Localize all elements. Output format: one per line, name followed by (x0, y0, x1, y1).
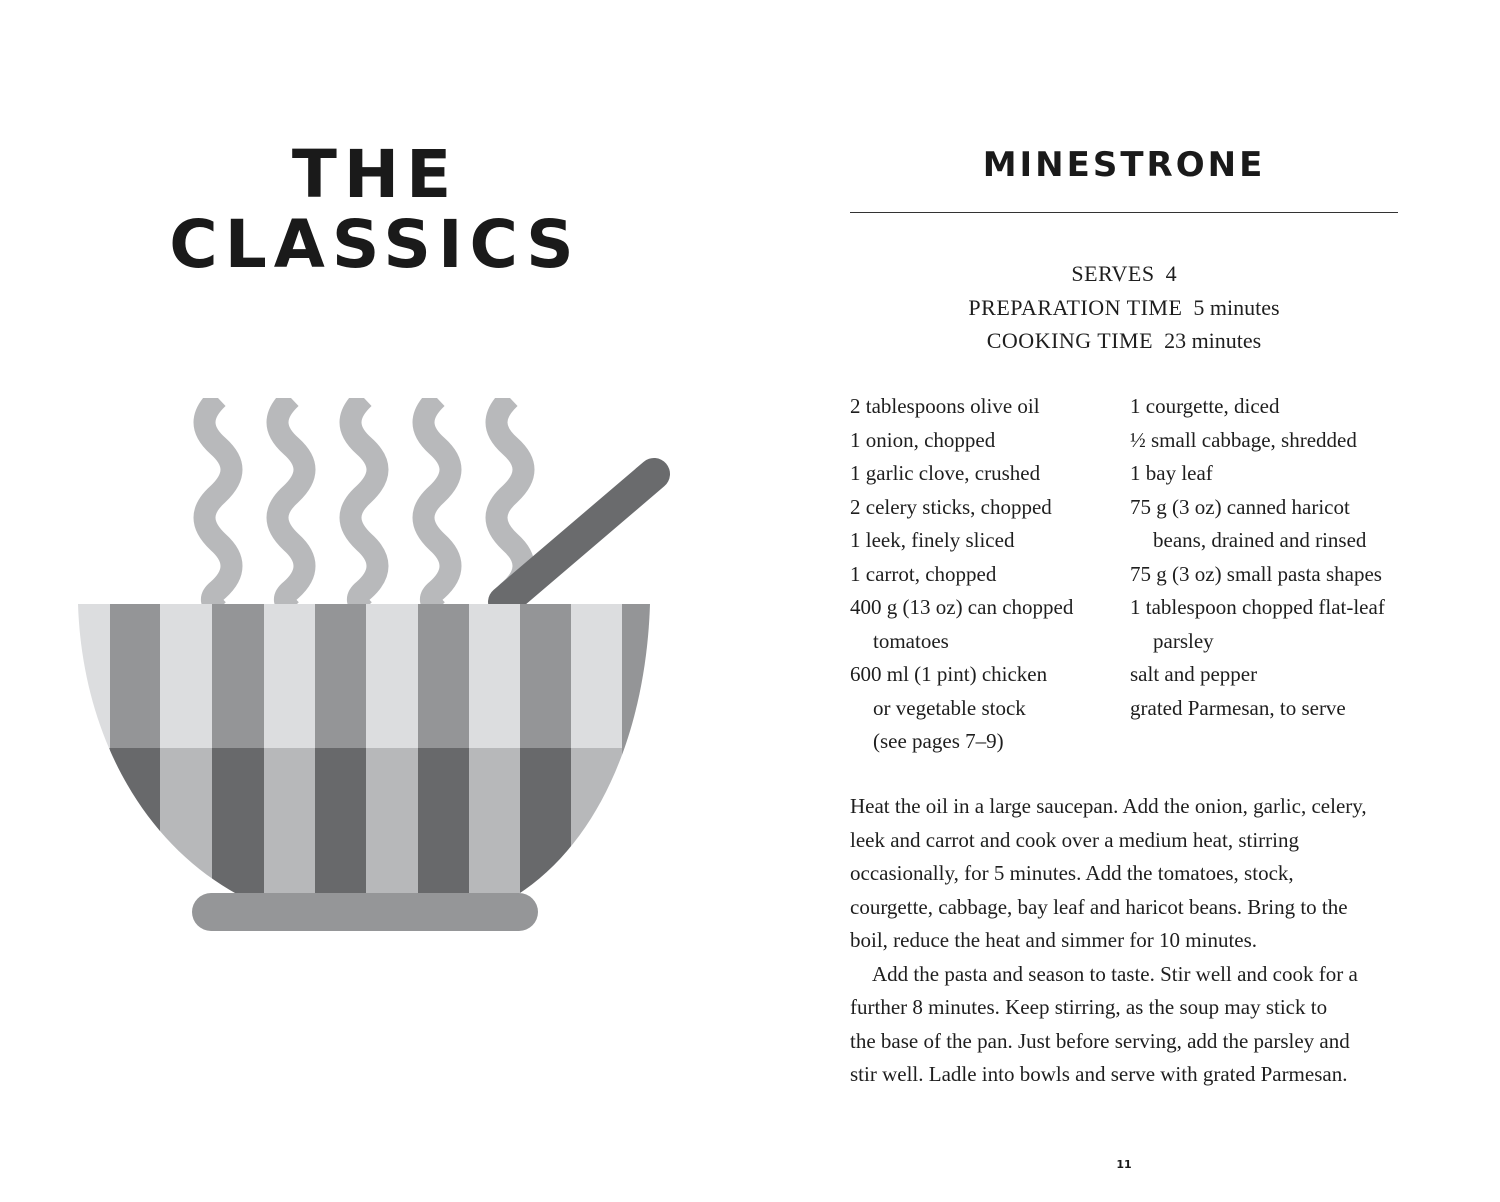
meta-cooking-time (850, 324, 1398, 358)
meta-cooking-time-label: COOKING TIME (986, 328, 1154, 353)
meta-prep-time (850, 291, 1398, 325)
ingredient-line-continued: or vegetable stock (873, 695, 1026, 720)
ingredient-line: 1 courgette, diced (1130, 394, 1280, 418)
method-text (850, 790, 1410, 1092)
recipe-title: MINESTRONE (982, 145, 1266, 185)
method-line: courgette, cabbage, bay leaf and haricot beans. Bring to the (850, 894, 1348, 919)
method-line: further 8 minutes. Keep stirring, as the soup may stick to (850, 995, 1328, 1019)
ingredient-line: 75 g (3 oz) small pasta shapes (1130, 561, 1382, 586)
method-line: the base of the pan. Just before serving, add the parsley and (850, 1028, 1350, 1053)
noodles-group (205, 398, 524, 610)
method-line: Add the pasta and season to taste. Stir well and cook for a (872, 961, 1358, 986)
ingredient-line: 1 garlic clove, crushed (850, 461, 1041, 485)
ingredient-line: salt and pepper (1130, 662, 1258, 686)
ingredient-line-continued: tomatoes (873, 628, 949, 653)
page-number: 11 (1116, 1158, 1132, 1171)
right-page (750, 0, 1500, 1202)
ingredient-line: 1 tablespoon chopped flat-leaf (1130, 595, 1385, 619)
method-line: stir well. Ladle into bowls and serve with grated Parmesan. (850, 1062, 1348, 1086)
noodle-1 (205, 398, 232, 610)
ingredient-line: 1 leek, finely sliced (850, 528, 1015, 552)
meta-serves-value: 4 (1165, 261, 1177, 286)
method-paragraph-2 (850, 958, 1410, 1092)
ingredient-line: 2 celery sticks, chopped (850, 494, 1052, 519)
ingredients-column-1 (850, 390, 1120, 759)
spoon-handle (504, 474, 654, 602)
ingredient-line-continued: beans, drained and rinsed (1153, 528, 1367, 552)
chapter-title-line-2: CLASSICS (169, 206, 581, 283)
method-paragraph-1 (850, 790, 1410, 958)
ingredient-line: grated Parmesan, to serve (1130, 695, 1346, 720)
ingredient-line: 1 onion, chopped (850, 427, 996, 452)
method-line: occasionally, for 5 minutes. Add the tomatoes, stock, (850, 861, 1294, 885)
meta-serves-label: SERVES (1071, 261, 1155, 286)
ingredient-line: 2 tablespoons olive oil (850, 394, 1040, 418)
chapter-title-line-1: THE (291, 136, 459, 213)
noodle-4 (424, 398, 451, 610)
method-line: Heat the oil in a large saucepan. Add the onion, garlic, celery, (850, 794, 1367, 818)
ingredients-column-2 (1130, 390, 1420, 725)
ingredient-line: 1 carrot, chopped (850, 561, 997, 586)
title-divider (850, 212, 1398, 213)
meta-serves (850, 257, 1398, 291)
recipe-meta (850, 257, 1398, 358)
noodle-3 (351, 398, 378, 610)
method-line: boil, reduce the heat and simmer for 10 minutes. (850, 928, 1258, 952)
ingredient-line: 1 bay leaf (1130, 461, 1213, 485)
meta-prep-time-value: 5 minutes (1193, 294, 1280, 320)
ingredient-line: 75 g (3 oz) canned haricot (1130, 494, 1350, 519)
ingredient-line: 400 g (13 oz) can chopped (850, 595, 1074, 619)
noodle-2 (278, 398, 305, 610)
ingredient-line-continued: (see pages 7–9) (873, 729, 1004, 753)
bowl-body (60, 604, 662, 898)
bowl-foot (192, 893, 538, 931)
ingredient-line: ½ small cabbage, shredded (1130, 427, 1357, 452)
method-line: leek and carrot and cook over a medium heat, stirring (850, 827, 1299, 852)
meta-prep-time-label: PREPARATION TIME (968, 294, 1183, 320)
ingredient-line: 600 ml (1 pint) chicken (850, 662, 1048, 686)
meta-cooking-time-value: 23 minutes (1164, 328, 1262, 353)
ingredient-line-continued: parsley (1153, 628, 1214, 653)
